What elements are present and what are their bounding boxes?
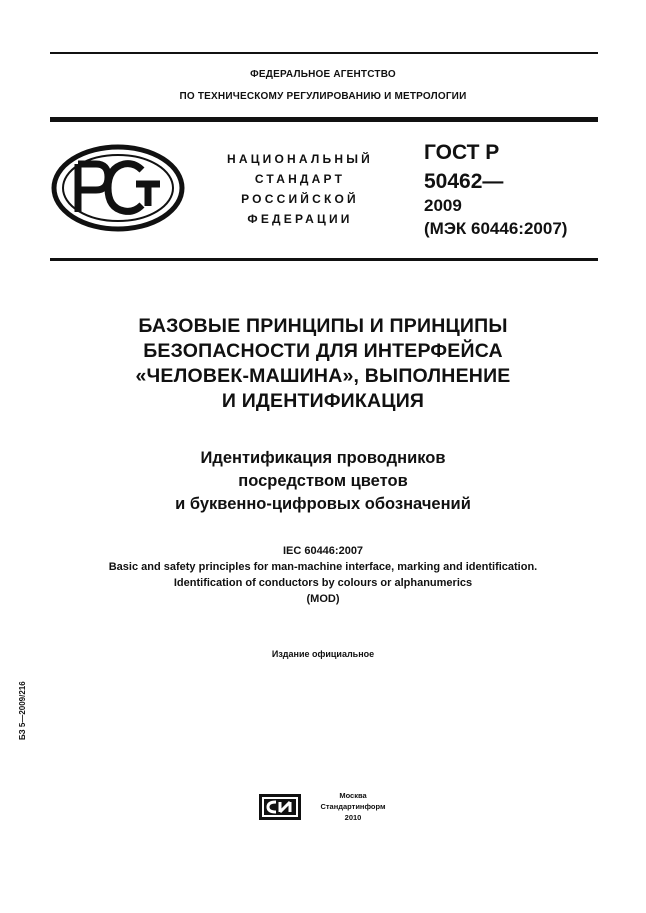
gost-number: 50462— (424, 170, 504, 194)
iec-line-2: Basic and safety principles for man-machine interface, marking and identification. (108, 561, 538, 573)
top-rule (50, 52, 598, 54)
header-bottom-rule (50, 258, 598, 261)
title-line-2: БЕЗОПАСНОСТИ ДЛЯ ИНТЕРФЕЙСА (143, 340, 503, 362)
iec-line-1: IEC 60446:2007 (282, 545, 364, 557)
side-code: БЗ 5—2009/216 (18, 681, 27, 740)
standard-type-line-2: СТАНДАРТ (254, 172, 346, 186)
publisher-year: 2010 (344, 813, 362, 822)
iec-line-3: Identification of conductors by colours or alphanumerics (173, 577, 473, 589)
subtitle-line-3: и буквенно-цифровых обозначений (175, 495, 471, 513)
publisher-info (308, 790, 398, 823)
edition-label: Издание официальное (271, 649, 375, 659)
gost-year: 2009 (424, 196, 462, 216)
subtitle-line-2: посредством цветов (238, 472, 408, 490)
iec-reference-block (40, 543, 606, 607)
standard-type-line-4: ФЕДЕРАЦИИ (247, 212, 353, 226)
publisher-name: Стандартинформ (320, 802, 386, 811)
gost-title: ГОСТ Р (424, 141, 500, 164)
subtitle-line-1: Идентификация проводников (200, 449, 446, 467)
title-line-4: И ИДЕНТИФИКАЦИЯ (221, 390, 425, 412)
agency-line-1: ФЕДЕРАЛЬНОЕ АГЕНТСТВО (250, 69, 396, 80)
rst-logo-icon (50, 144, 186, 232)
title-line-3: «ЧЕЛОВЕК-МАШИНА», ВЫПОЛНЕНИЕ (135, 365, 511, 387)
agency-line-2: ПО ТЕХНИЧЕСКОМУ РЕГУЛИРОВАНИЮ И МЕТРОЛОГИИ (179, 91, 467, 102)
standard-type-line-1: НАЦИОНАЛЬНЫЙ (226, 152, 374, 166)
document-title (60, 314, 586, 414)
document-subtitle (60, 447, 586, 516)
publisher-city: Москва (339, 791, 367, 800)
gost-iec-reference: (МЭК 60446:2007) (424, 218, 568, 238)
title-line-1: БАЗОВЫЕ ПРИНЦИПЫ И ПРИНЦИПЫ (138, 315, 508, 337)
gost-designation (424, 140, 604, 239)
standard-type-line-3: РОССИЙСКОЙ (241, 192, 359, 206)
iec-line-4: (MOD) (306, 593, 340, 605)
standartinform-logo-icon (258, 793, 302, 821)
header-thick-rule (50, 117, 598, 122)
